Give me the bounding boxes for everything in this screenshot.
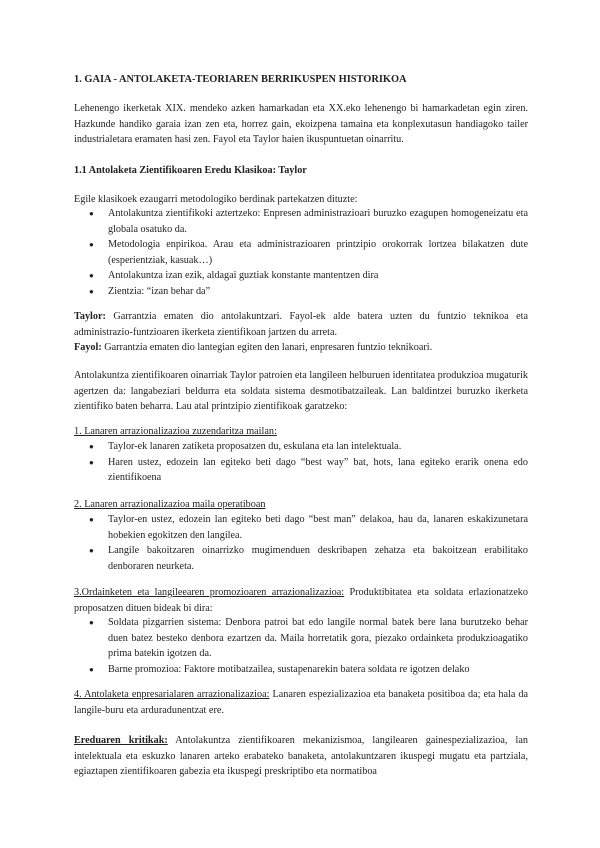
- list-item: ● Haren ustez, edozein lan egiteko beti dago “best way” bat, hots, lana egiteko erarik onena edo zientifikoena: [89, 456, 528, 483]
- principle-3-list: [74, 615, 528, 677]
- fayol-definition: Fayol: Garrantzia ematen dio lantegian egiten den lanari, enpresaren funtzio teknikoari.: [74, 342, 433, 353]
- list-item: ● Zientzia: “izan behar da”: [74, 284, 528, 300]
- bullet-icon: ●: [89, 442, 94, 451]
- bullet-icon: ●: [89, 546, 94, 555]
- principle-2-list: [74, 512, 528, 574]
- criticism-paragraph: Ereduaren kritikak: Antolakuntza zientifikoaren mekanizismoa, langilearen gainespezializazioa, lan intelektuala eta eskuzko lanaren arteko erabateko banaketa, antolakuntzaren ikuspegi mugatu eta partziala, egiaztapen zientifikoaren gabezia eta ikuspegi preskriptibo eta normatiboa: [74, 735, 528, 777]
- list-item: ● Antolakuntza zientifikoki aztertzeko: Enpresen administrazioari buruzko ezagupen homogeneizatu eta globala osatuko da.: [89, 208, 528, 235]
- taylor-paragraph: Antolakuntza zientifikoaren oinarriak Taylor patroien eta langileen helburuen identitatea produkzioa mugaturik agertzen da: langabeziari beldurra eta soldata sistema desmotibatzaileak. Lan baldintzei buruzko ikerketa zientifiko baten beharra. Lau atal printzipio zientifikoak garatzeko:: [74, 370, 528, 412]
- bullet-icon: ●: [89, 240, 94, 249]
- principle-4-paragraph: 4. Antolaketa enpresarialaren arrazionalizazioa: Lanaren espezializazioa eta banaketa positiboa da; eta hala da langile-buru eta arduradunentzat ere.: [74, 689, 528, 716]
- list-item: ● Metodologia enpirikoa. Arau eta administrazioaren printzipio orokorrak lortzea bilakatzen dute (esperientziak, kasuak…): [89, 239, 528, 266]
- classical-lead: Egile klasikoek ezaugarri metodologiko berdinak partekatzen dituzte:: [74, 194, 358, 205]
- bullet-icon: ●: [89, 209, 94, 218]
- bullet-icon: ●: [89, 618, 94, 627]
- taylor-definition: Taylor: Garrantzia ematen dio antolakuntzari. Fayol-ek alde batera uzten du funtzio teknikoa eta administrazio-funtzioaren ikerketa zientifikoan jartzen du arreta.: [74, 311, 528, 338]
- bullet-icon: ●: [89, 515, 94, 524]
- list-item: ● Taylor-en ustez, edozein lan egiteko beti dago “best man” delakoa, hau da, lanaren eskakizunetara hobekien egokitzen den langilea.: [89, 514, 528, 541]
- principle-1-heading: 1. Lanaren arrazionalizazioa zuzendaritza mailan:: [74, 426, 277, 437]
- list-item: ● Soldata pizgarrien sistema: Denbora patroi bat edo langile normal batek bere lana burutzeko behar duen batez besteko denbora ezartzen da. Maila horretatik gora, piezako ordainketa produkzioagatiko prima batekin igotzen da.: [89, 617, 528, 659]
- list-item: ● Langile bakoitzaren oinarrizko mugimenduen deskribapen zehatza eta bakoitzean erabilitako denboraren neurketa.: [89, 545, 528, 572]
- principle-2-heading: 2. Lanaren arrazionalizazioa maila operatiboan: [74, 499, 266, 510]
- criticism-label: Ereduaren kritikak:: [74, 735, 168, 746]
- taylor-label: Taylor:: [74, 311, 106, 322]
- bullet-icon: ●: [89, 664, 94, 674]
- bullet-icon: ●: [89, 286, 94, 296]
- principle-4-heading: 4. Antolaketa enpresarialaren arrazionalizazioa:: [74, 689, 270, 700]
- principle-3-paragraph: 3.Ordainketen eta langileearen promozioaren arrazionalizazioa: Produktibitatea eta soldata erlazionatzeko proposatzen dituen bideak bi dira:: [74, 587, 528, 614]
- list-item: ● Barne promozioa: Faktore motibatzailea, sustapenarekin batera soldata re igotzen delako: [74, 662, 528, 678]
- list-item: ● Antolakuntza izan ezik, aldagai guztiak konstante mantentzen dira: [74, 268, 528, 284]
- bullet-icon: ●: [89, 271, 94, 280]
- section-heading: 1.1 Antolaketa Zientifikoaren Eredu Klasikoa: Taylor: [74, 165, 307, 176]
- list-item: ● Taylor-ek lanaren zatiketa proposatzen du, eskulana eta lan intelektuala.: [74, 439, 528, 455]
- intro-paragraph: Lehenengo ikerketak XIX. mendeko azken hamarkadan eta XX.eko lehenengo bi hamarkadetan egin ziren. Hazkunde handiko garaia izan zen eta, horrez gain, ekoizpena tamaina eta konplexutasun handiagoko tailer industrialetara eramaten hasi zen. Fayol eta Taylor haien ikuspuntuetan oinarritu.: [74, 103, 528, 145]
- fayol-label: Fayol:: [74, 342, 102, 353]
- principle-1-list: [74, 439, 528, 486]
- principle-3-heading: 3.Ordainketen eta langileearen promozioaren arrazionalizazioa:: [74, 587, 345, 598]
- bullet-icon: ●: [89, 457, 94, 467]
- classical-list: [74, 206, 528, 299]
- document-title: 1. GAIA - ANTOLAKETA-TEORIAREN BERRIKUSPEN HISTORIKOA: [74, 74, 407, 85]
